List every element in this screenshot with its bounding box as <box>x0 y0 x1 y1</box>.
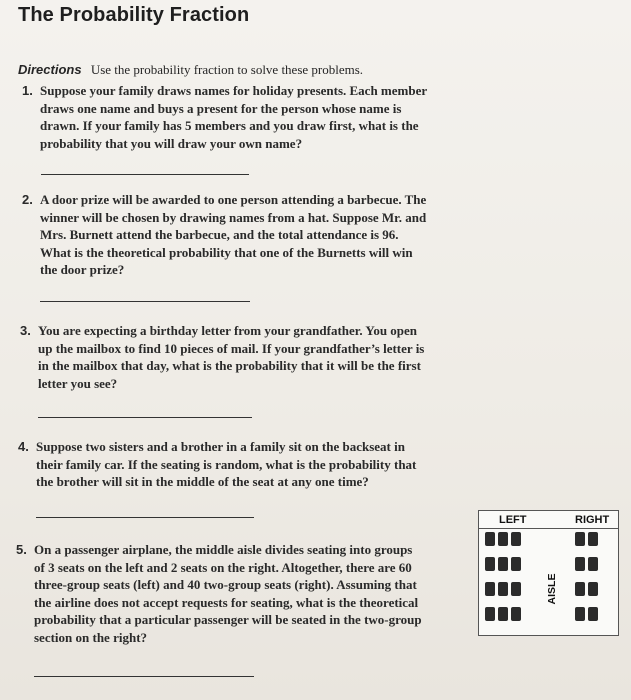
question-line: You are expecting a birthday letter from your grandfather. You open <box>38 323 418 338</box>
question-number: 3. <box>20 323 31 338</box>
seat <box>511 582 521 596</box>
answer-line-1[interactable] <box>41 174 249 175</box>
question-line: Suppose two sisters and a brother in a family sit on the backseat in <box>36 439 405 454</box>
question-number: 1. <box>22 83 33 98</box>
seat-map-diagram <box>478 510 619 636</box>
question-line: Suppose your family draws names for holiday presents. Each member <box>40 83 428 98</box>
seat <box>485 582 495 596</box>
seat <box>498 607 508 621</box>
question-line: section on the right? <box>34 629 148 645</box>
question-number: 2. <box>22 192 33 207</box>
question-2 <box>22 191 442 279</box>
question-line: probability that you will draw your own name? <box>40 135 303 151</box>
question-line: their family car. If the seating is random, what is the probability that <box>36 456 417 472</box>
question-line: drawn. If your family has 5 members and you draw first, what is the <box>40 118 419 133</box>
question-line: winner will be chosen by drawing names from a hat. Suppose Mr. and <box>40 209 427 225</box>
page-title: The Probability Fraction <box>18 4 250 26</box>
directions-text: Use the probability fraction to solve these problems. <box>90 62 364 77</box>
seat-map-divider <box>479 528 618 529</box>
question-line: up the mailbox to find 10 pieces of mail. If your grandfather’s letter is <box>38 340 425 356</box>
question-line: the airline does not accept requests for seating, what is the theoretical <box>34 594 419 610</box>
seat <box>588 557 598 571</box>
question-1 <box>22 82 442 152</box>
directions <box>18 62 363 78</box>
question-line: draws one name and buys a present for the person whose name is <box>40 100 402 116</box>
seat <box>588 607 598 621</box>
seat <box>588 532 598 546</box>
answer-line-3[interactable] <box>38 417 252 418</box>
question-number: 4. <box>18 439 29 454</box>
question-line: of 3 seats on the left and 2 seats on the right. Altogether, there are 60 <box>34 559 412 575</box>
question-3 <box>20 322 445 392</box>
question-line: What is the theoretical probability that one of the Burnetts will win <box>40 244 413 260</box>
question-line: probability that a particular passenger will be seated in the two-group <box>34 612 422 627</box>
directions-label: Directions <box>18 62 82 77</box>
answer-line-4[interactable] <box>36 517 254 518</box>
seat <box>498 557 508 571</box>
question-line: Mrs. Burnett attend the barbecue, and the total attendance is 96. <box>40 227 399 242</box>
seat <box>511 532 521 546</box>
seat-map-right-label: RIGHT <box>575 514 610 526</box>
answer-line-2[interactable] <box>40 301 250 302</box>
seat <box>485 607 495 621</box>
question-line: A door prize will be awarded to one person attending a barbecue. The <box>40 192 427 207</box>
question-line: the door prize? <box>40 262 125 277</box>
question-5 <box>16 541 466 646</box>
question-4 <box>18 438 448 491</box>
seat <box>575 607 585 621</box>
seat-map-left-label: LEFT <box>499 514 527 526</box>
seat <box>575 532 585 546</box>
seat <box>485 532 495 546</box>
question-line: letter you see? <box>38 375 118 391</box>
seat <box>511 557 521 571</box>
seat <box>485 557 495 571</box>
seat <box>511 607 521 621</box>
answer-line-5[interactable] <box>34 676 254 677</box>
question-line: the brother will sit in the middle of the seat at any one time? <box>36 474 369 489</box>
question-line: On a passenger airplane, the middle aisle divides seating into groups <box>34 542 413 557</box>
seat <box>498 582 508 596</box>
question-line: three-group seats (left) and 40 two-group seats (right). Assuming that <box>34 577 417 592</box>
seat <box>498 532 508 546</box>
seat <box>588 582 598 596</box>
seat <box>575 557 585 571</box>
question-number: 5. <box>16 542 27 557</box>
question-line: in the mailbox that day, what is the probability that it will be the first <box>38 358 421 373</box>
seat-map-aisle-label: AISLE <box>546 573 558 605</box>
seat <box>575 582 585 596</box>
